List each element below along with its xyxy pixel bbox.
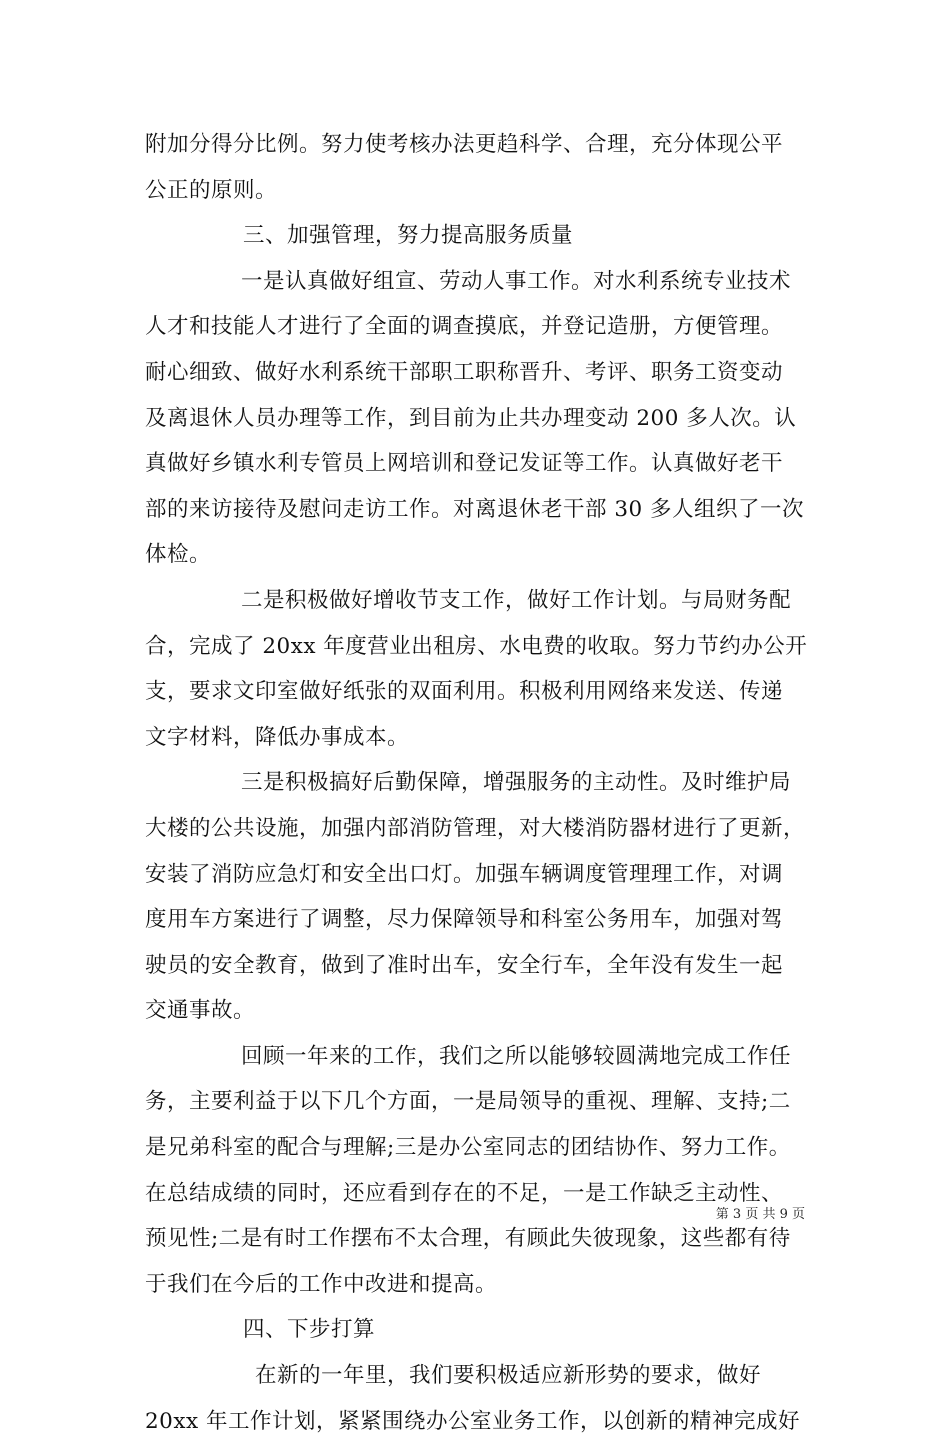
text-line: 部的来访接待及慰问走访工作。对离退休老干部 30 多人组织了一次 xyxy=(145,496,805,522)
text-line: 公正的原则。 xyxy=(145,177,278,203)
text-line: 及离退休人员办理等工作，到目前为止共办理变动 200 多人次。认 xyxy=(145,405,797,431)
text-line: 是兄弟科室的配合与理解;三是办公室同志的团结协作、努力工作。 xyxy=(145,1135,791,1161)
text-line: 附加分得分比例。努力使考核办法更趋科学、合理，充分体现公平 xyxy=(145,132,784,157)
text-line: 大楼的公共设施，加强内部消防管理，对大楼消防器材进行了更新， xyxy=(145,815,806,841)
text-line: 交通事故。 xyxy=(145,998,256,1024)
text-line: 安装了消防应急灯和安全出口灯。加强车辆调度管理理工作，对调 xyxy=(145,861,784,887)
section-heading: 四、下步打算 xyxy=(243,1317,376,1343)
text-line: 一是认真做好组宣、劳动人事工作。对水利系统专业技术 xyxy=(241,268,792,294)
text-line: 回顾一年来的工作，我们之所以能够较圆满地完成工作任 xyxy=(241,1043,792,1069)
text-line: 三是积极搞好后勤保障，增强服务的主动性。及时维护局 xyxy=(241,770,792,796)
text-line: 于我们在今后的工作中改进和提高。 xyxy=(145,1271,498,1297)
text-line: 二是积极做好增收节支工作，做好工作计划。与局财务配 xyxy=(241,587,792,613)
page-number: 第 3 页 共 9 页 xyxy=(715,1207,805,1222)
text-line: 真做好乡镇水利专管员上网培训和登记发证等工作。认真做好老干 xyxy=(145,451,784,477)
text-line: 在总结成绩的同时，还应看到存在的不足，一是工作缺乏主动性、 xyxy=(145,1180,784,1206)
text-line: 预见性;二是有时工作摆布不太合理，有顾此失彼现象，这些都有待 xyxy=(145,1226,791,1252)
text-line: 在新的一年里，我们要积极适应新形势的要求，做好 xyxy=(255,1363,762,1389)
text-line: 耐心细致、做好水利系统干部职工职称晋升、考评、职务工资变动 xyxy=(145,359,784,385)
text-line: 驶员的安全教育，做到了准时出车，安全行车，全年没有发生一起 xyxy=(145,952,784,978)
text-line: 文字材料，降低办事成本。 xyxy=(145,724,410,750)
text-line: 人才和技能人才进行了全面的调查摸底，并登记造册，方便管理。 xyxy=(145,314,784,340)
text-line: 支，要求文印室做好纸张的双面利用。积极利用网络来发送、传递 xyxy=(145,679,784,705)
section-heading: 三、加强管理，努力提高服务质量 xyxy=(243,223,574,249)
document-body xyxy=(145,122,815,1444)
text-line: 体检。 xyxy=(145,542,212,568)
text-line: 务，主要利益于以下几个方面，一是局领导的重视、理解、支持;二 xyxy=(145,1089,791,1115)
text-line: 合，完成了 20xx 年度营业出租房、水电费的收取。努力节约办公开 xyxy=(145,633,808,659)
text-line: 度用车方案进行了调整，尽力保障领导和科室公务用车，加强对驾 xyxy=(145,907,784,933)
text-line: 20xx 年工作计划，紧紧围绕办公室业务工作，以创新的精神完成好 xyxy=(145,1408,800,1434)
